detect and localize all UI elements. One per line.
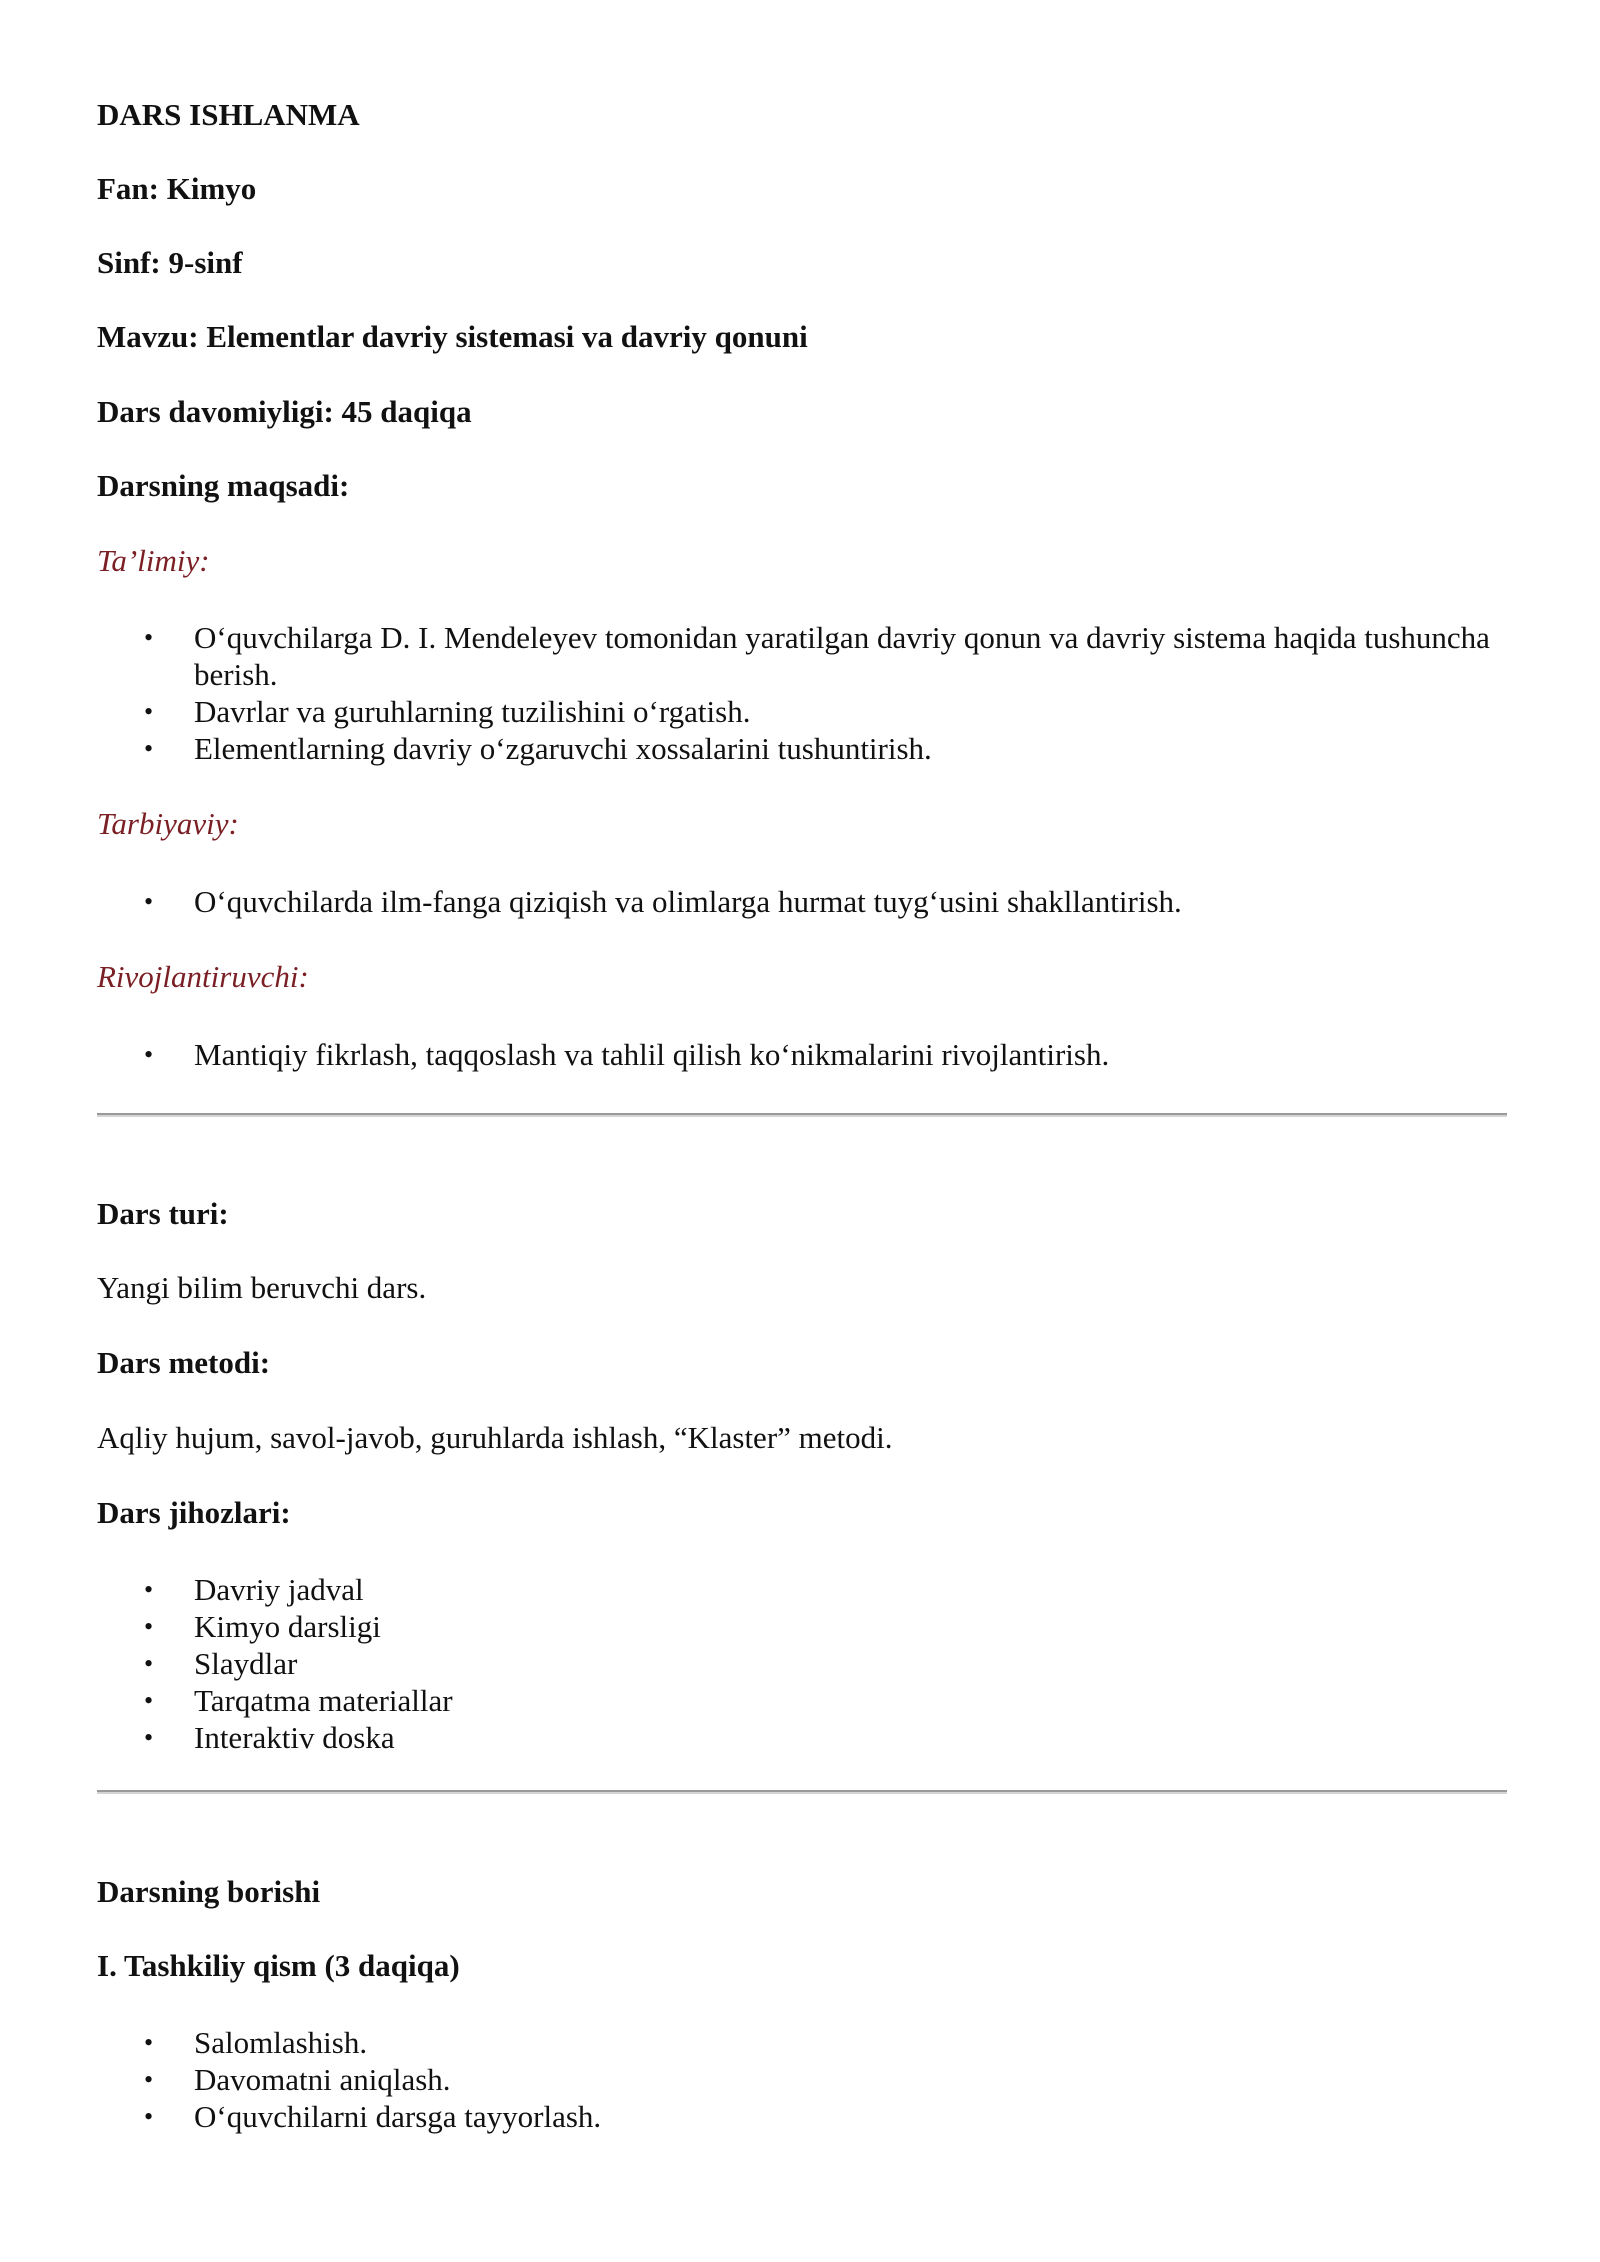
topic-line: Mavzu: Elementlar davriy sistemasi va davriy qonuni: [97, 319, 808, 354]
list-item-text: Davriy jadval: [194, 1572, 364, 1607]
subject-line: Fan: Kimyo: [97, 171, 257, 206]
duration-line: Dars davomiyligi: 45 daqiqa: [97, 394, 472, 429]
document-title: DARS ISHLANMA: [97, 97, 360, 132]
lesson-type-text: Yangi bilim beruvchi dars.: [97, 1270, 427, 1305]
developmental-goals-label: Rivojlantiruvchi:: [97, 959, 309, 994]
list-item: [97, 1571, 1507, 1608]
list-item-text: Davomatni aniqlash.: [194, 2062, 451, 2097]
section-divider: [97, 1790, 1507, 1794]
list-item-text: Slaydlar: [194, 1646, 298, 1681]
bullet-icon: •: [144, 1723, 154, 1752]
lesson-equipment-heading: Dars jihozlari:: [97, 1495, 291, 1530]
developmental-goals-list: [97, 1036, 1507, 1073]
list-item-text: Elementlarning davriy o‘zgaruvchi xossalarini tushuntirish.: [194, 731, 932, 766]
bullet-icon: •: [144, 697, 154, 726]
list-item-text: O‘quvchilarda ilm-fanga qiziqish va olimlarga hurmat tuyg‘usini shakllantirish.: [194, 884, 1182, 919]
lesson-goals-heading: Darsning maqsadi:: [97, 468, 350, 503]
bullet-icon: •: [144, 1575, 154, 1604]
list-item: [97, 619, 1507, 693]
educational-goals-label: Ta’limiy:: [97, 543, 210, 578]
list-item: [97, 2098, 1507, 2135]
lesson-type-heading: Dars turi:: [97, 1196, 229, 1231]
bullet-icon: •: [144, 1686, 154, 1715]
list-item-text: Kimyo darsligi: [194, 1609, 381, 1644]
lesson-method-text: Aqliy hujum, savol-javob, guruhlarda ishlash, “Klaster” metodi.: [97, 1420, 893, 1455]
list-item-text: Interaktiv doska: [194, 1720, 395, 1755]
bullet-icon: •: [144, 734, 154, 763]
lesson-method-heading: Dars metodi:: [97, 1345, 271, 1380]
bullet-icon: •: [144, 2102, 154, 2131]
list-item: [97, 883, 1507, 920]
list-item-text: O‘quvchilarga D. I. Mendeleyev tomonidan yaratilgan davriy qonun va davriy sistema haqida tushuncha berish.: [194, 620, 1490, 692]
bullet-icon: •: [144, 1649, 154, 1678]
list-item-text: O‘quvchilarni darsga tayyorlash.: [194, 2099, 602, 2134]
list-item: [97, 1036, 1507, 1073]
upbringing-goals-list: [97, 883, 1507, 920]
list-item: [97, 693, 1507, 730]
educational-goals-list: [97, 619, 1507, 767]
lesson-progress-heading: Darsning borishi: [97, 1874, 321, 1909]
section-divider: [97, 1113, 1507, 1117]
list-item: [97, 2061, 1507, 2098]
list-item-text: Salomlashish.: [194, 2025, 368, 2060]
list-item: [97, 730, 1507, 767]
list-item: [97, 1645, 1507, 1682]
list-item: [97, 1682, 1507, 1719]
organizational-part-list: [97, 2024, 1507, 2135]
bullet-icon: •: [144, 623, 154, 652]
grade-line: Sinf: 9-sinf: [97, 245, 243, 280]
bullet-icon: •: [144, 1040, 154, 1069]
bullet-icon: •: [144, 1612, 154, 1641]
bullet-icon: •: [144, 2028, 154, 2057]
lesson-equipment-list: [97, 1571, 1507, 1756]
upbringing-goals-label: Tarbiyaviy:: [97, 806, 239, 841]
list-item-text: Mantiqiy fikrlash, taqqoslash va tahlil qilish ko‘nikmalarini rivojlantirish.: [194, 1037, 1110, 1072]
list-item: [97, 1608, 1507, 1645]
bullet-icon: •: [144, 2065, 154, 2094]
list-item-text: Davrlar va guruhlarning tuzilishini o‘rgatish.: [194, 694, 751, 729]
bullet-icon: •: [144, 887, 154, 916]
list-item-text: Tarqatma materiallar: [194, 1683, 453, 1718]
organizational-part-heading: I. Tashkiliy qism (3 daqiqa): [97, 1948, 460, 1983]
list-item: [97, 2024, 1507, 2061]
list-item: [97, 1719, 1507, 1756]
